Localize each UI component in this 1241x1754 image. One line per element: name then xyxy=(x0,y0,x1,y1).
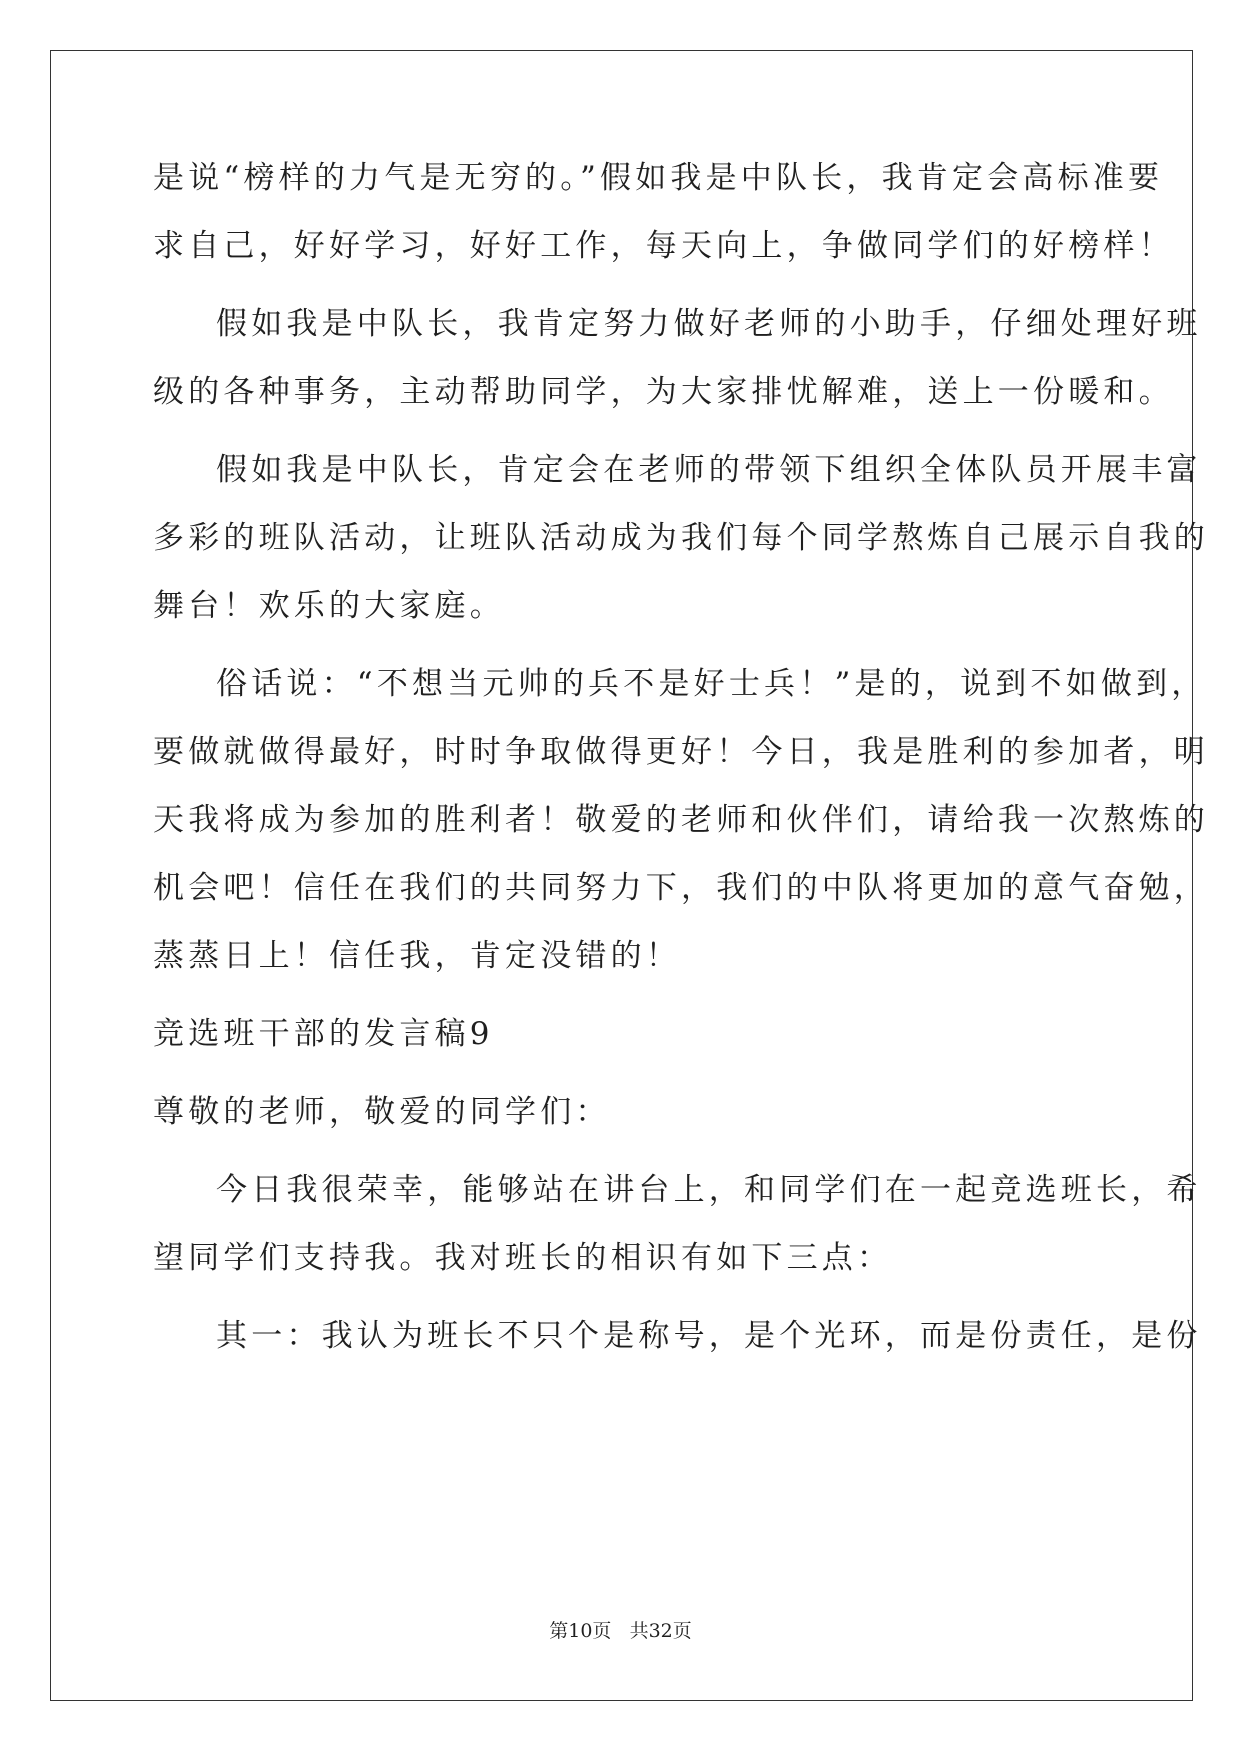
text-line: 俗话说：“不想当元帅的兵不是好士兵！”是的，说到不如做到， xyxy=(216,666,1207,702)
text-line: 舞台！欢乐的大家庭。 xyxy=(153,588,505,624)
text-line: 天我将成为参加的胜利者！敬爱的老师和伙伴们，请给我一次熬炼的 xyxy=(153,802,1209,838)
page-footer xyxy=(0,1618,1241,1644)
text-line: 假如我是中队长，肯定会在老师的带领下组织全体队员开展丰富 xyxy=(216,452,1202,488)
text-line: 要做就做得最好，时时争取做得更好！今日，我是胜利的参加者，明 xyxy=(153,734,1209,770)
text-line: 多彩的班队活动，让班队活动成为我们每个同学熬炼自己展示自我的 xyxy=(153,520,1209,556)
text-line: 假如我是中队长，我肯定努力做好老师的小助手，仔细处理好班 xyxy=(216,306,1202,342)
page-total: 共32页 xyxy=(629,1620,692,1642)
section-heading: 竞选班干部的发言稿9 xyxy=(153,1016,494,1052)
text-line: 蒸蒸日上！信任我，肯定没错的！ xyxy=(153,938,681,974)
text-line: 是说“榜样的力气是无穷的。”假如我是中队长，我肯定会高标准要 xyxy=(153,160,1164,196)
text-line: 机会吧！信任在我们的共同努力下，我们的中队将更加的意气奋勉， xyxy=(153,870,1209,906)
salutation: 尊敬的老师，敬爱的同学们： xyxy=(153,1094,611,1130)
page-number: 第10页 xyxy=(549,1620,612,1642)
text-line: 望同学们支持我。我对班长的相识有如下三点： xyxy=(153,1240,893,1276)
text-line: 其一：我认为班长不只个是称号，是个光环，而是份责任，是份 xyxy=(216,1318,1202,1354)
text-line: 求自己，好好学习，好好工作，每天向上，争做同学们的好榜样！ xyxy=(153,228,1174,264)
text-line: 今日我很荣幸，能够站在讲台上，和同学们在一起竞选班长，希 xyxy=(216,1172,1202,1208)
text-line: 级的各种事务，主动帮助同学，为大家排忧解难，送上一份暖和。 xyxy=(153,374,1174,410)
